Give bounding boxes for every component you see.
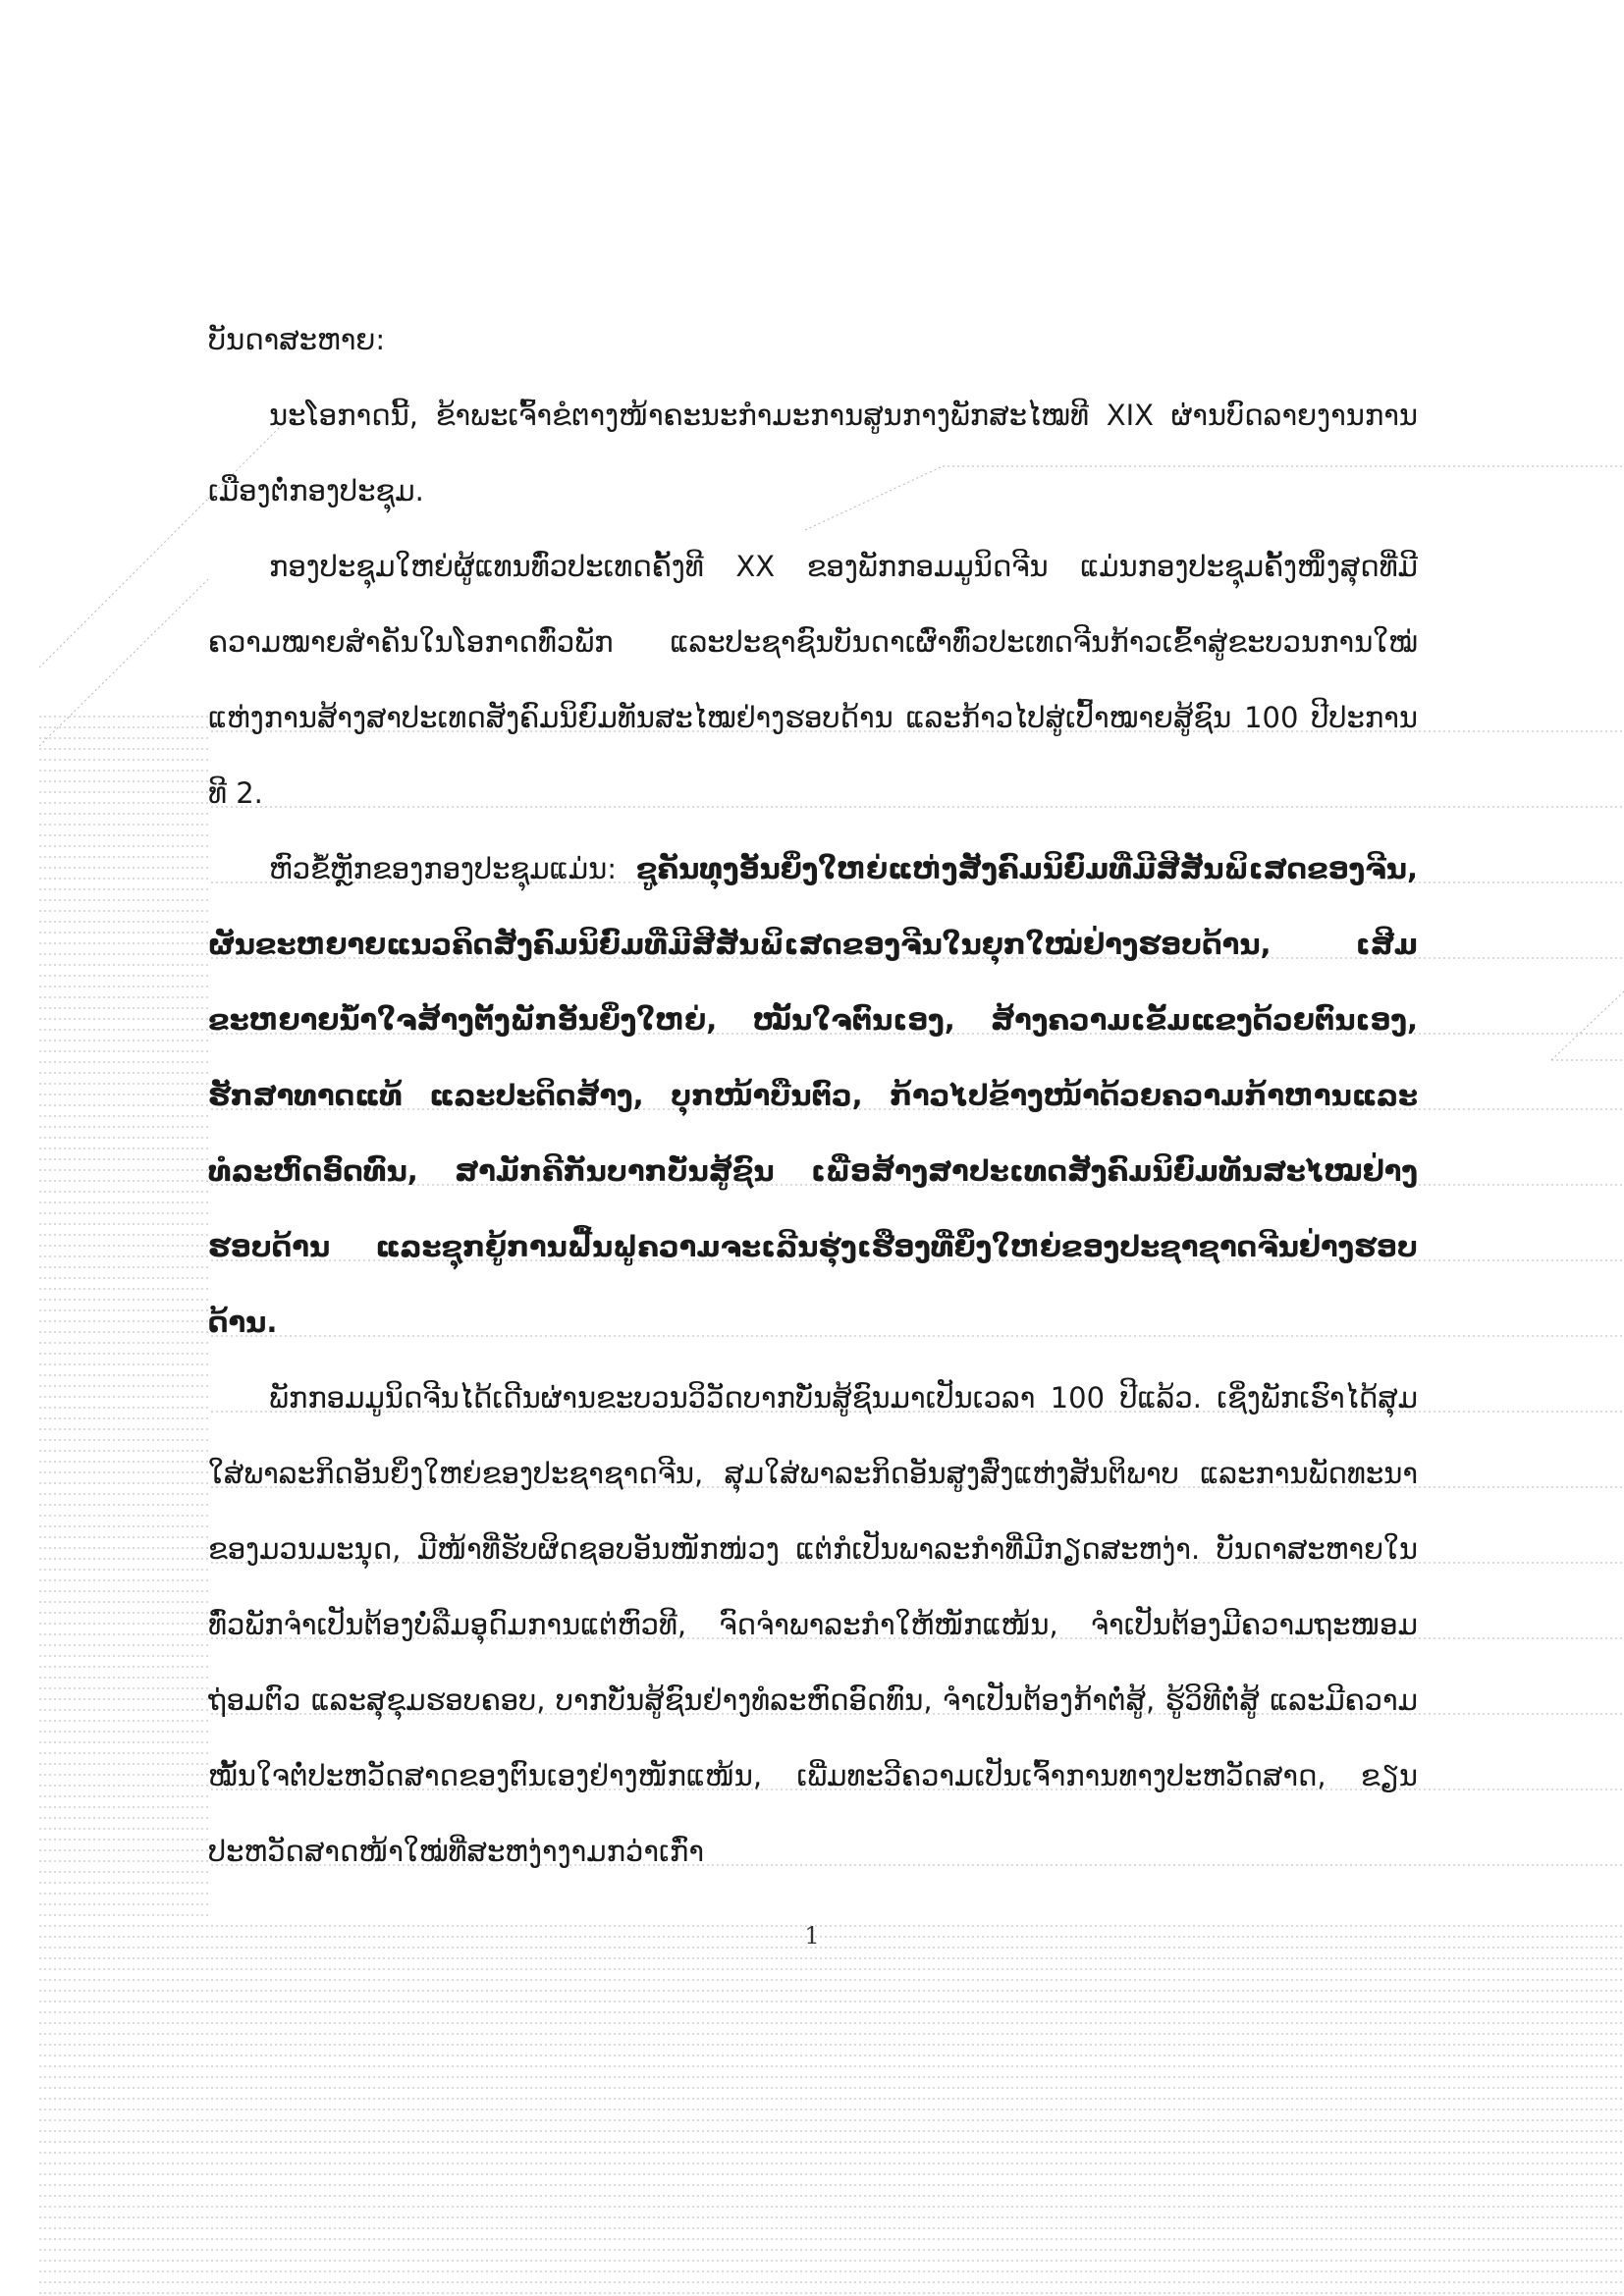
dotted-rule bbox=[1551, 991, 1624, 1060]
paragraph-2: ກອງປະຊຸມໃຫຍ່ຜູ້ແທນທົ່ວປະເທດຄັ້ງທີ XX ຂອງພັກກອມມູນິດຈີນ ແມ່ນກອງປະຊຸມຄັ້ງໜຶ່ງສຸດທີ່ມີຄວາມໝາຍສຳຄັນໃນໂອກາດທົ່ວພັກ ແລະປະຊາຊົນບັນດາເຜົ່າທົ່ວປະເທດຈີນກ້າວເຂົ້າສູ່ຂະບວນການໃໝ່ແຫ່ງການສ້າງສາປະເທດສັງຄົມນິຍົມທັນສະໄໝຢ່າງຮອບດ້ານ ແລະກ້າວໄປສູ່ເປົ້າໝາຍສູ້ຊົນ 100 ປີປະການທີ 2. bbox=[208, 550, 1418, 810]
letter-body bbox=[208, 302, 1418, 1890]
dotted-rule bbox=[39, 579, 208, 746]
paragraph-3 bbox=[208, 831, 1418, 1361]
paragraph-3-lead: ຫົວຂໍ້ຫຼັກຂອງກອງປະຊຸມແມ່ນ: bbox=[269, 852, 636, 885]
paragraph-1: ນະໂອກາດນີ້, ຂ້າພະເຈົ້າຂໍຕາງໜ້າຄະນະກຳມະການສູນກາງພັກສະໄໝທີ XIX ຜ່ານບົດລາຍງານການເມືອງຕໍ່ກອງປະຊຸມ. bbox=[208, 399, 1418, 507]
page-number: 1 bbox=[804, 1922, 820, 1949]
paragraph-4: ພັກກອມມູນິດຈີນໄດ້ເດີນຜ່ານຂະບວນວິວັດບາກບັ່ນສູ້ຊົນມາເປັນເວລາ 100 ປີແລ້ວ. ເຊິ່ງພັກເຮົາໄດ້ສຸມໃສ່ພາລະກິດອັນຍິ່ງໃຫຍ່ຂອງປະຊາຊາດຈີນ, ສຸມໃສ່ພາລະກິດອັນສູງສົ່ງແຫ່ງສັນຕິພາບ ແລະການພັດທະນາຂອງມວນມະນຸດ, ມີໜ້າທີ່ຮັບຜິດຊອບອັນໜັກໜ່ວງ ແຕ່ກໍເປັນພາລະກຳທີ່ມີກຽດສະຫງ່າ. ບັນດາສະຫາຍໃນທົ່ວພັກຈຳເປັນຕ້ອງບໍ່ລືມອຸດົມການແຕ່ຫົວທີ, ຈົດຈຳພາລະກຳໃຫ້ໜັກແໜ້ນ, ຈຳເປັນຕ້ອງມີຄວາມຖະໜອມຖ່ອມຕົວ ແລະສຸຂຸມຮອບຄອບ, ບາກບັ່ນສູ້ຊົນຢ່າງທໍລະຫົດອົດທົນ, ຈຳເປັນຕ້ອງກ້າຕໍ່ສູ້, ຮູ້ວິທີຕໍ່ສູ້ ແລະມີຄວາມໝັ້ນໃຈຕໍ່ປະຫວັດສາດຂອງຕົນເອງຢ່າງໜັກແໜ້ນ, ເພີ່ມທະວີຄວາມເປັນເຈົ້າການທາງປະຫວັດສາດ, ຂຽນປະຫວັດສາດໜ້າໃໝ່ທີ່ສະຫງ່າງາມກວ່າເກົ່າ bbox=[208, 1381, 1418, 1868]
paragraph-3-theme: ຊູຄັນທຸງອັນຍິ່ງໃຫຍ່ແຫ່ງສັງຄົມນິຍົມທີ່ມີສີສັນພິເສດຂອງຈີນ, ຜັນຂະຫຍາຍແນວຄິດສັງຄົມນິຍົມທີ່ມີສີສັນພິເສດຂອງຈີນໃນຍຸກໃໝ່ຢ່າງຮອບດ້ານ, ເສີມຂະຫຍາຍນ້ຳໃຈສ້າງຕັ້ງພັກອັນຍິ່ງໃຫຍ່, ໝັ້ນໃຈຕົນເອງ, ສ້າງຄວາມເຂັ້ມແຂງດ້ວຍຕົນເອງ, ຮັກສາທາດແທ້ ແລະປະດິດສ້າງ, ບຸກໜ້າບືນຕົວ, ກ້າວໄປຂ້າງໜ້າດ້ວຍຄວາມກ້າຫານແລະທໍລະຫົດອົດທົນ, ສາມັກຄີກັນບາກບັ່ນສູ້ຊົນ ເພື່ອສ້າງສາປະເທດສັງຄົມນິຍົມທັນສະໄໝຢ່າງຮອບດ້ານ ແລະຊຸກຍູ້ການຟື້ນຟູຄວາມຈະເລີນຮຸ່ງເຮືອງທີ່ຍິ່ງໃຫຍ່ຂອງປະຊາຊາດຈີນຢ່າງຮອບດ້ານ. bbox=[208, 852, 1418, 1339]
salutation: ບັນດາສະຫາຍ: bbox=[208, 323, 386, 356]
dotted-rule bbox=[39, 499, 208, 667]
